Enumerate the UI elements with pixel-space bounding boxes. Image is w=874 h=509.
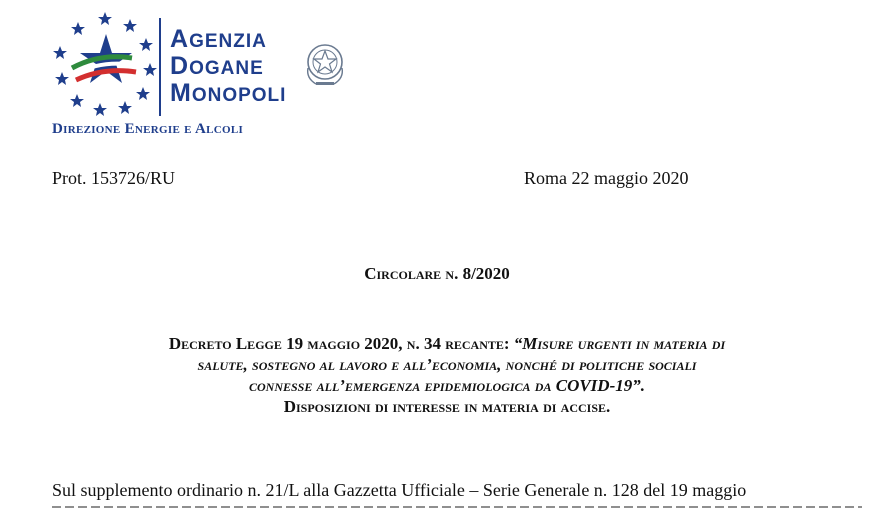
agency-line: MONOPOLI	[170, 79, 287, 107]
agency-line: AGENZIA	[170, 25, 267, 53]
logo-divider	[159, 18, 161, 116]
clipped-text-line	[52, 502, 862, 508]
agency-name	[170, 27, 286, 108]
title-line: Decreto Legge 19 maggio 2020, n. 34 recante: “Misure urgenti in materia di	[168, 334, 726, 353]
protocol-number: Prot. 153726/RU	[52, 168, 176, 188]
title-line: salute, sostegno al lavoro e all’economia, nonché di politiche sociali	[197, 355, 697, 374]
agency-line: DOGANE	[170, 52, 264, 80]
title-line: connesse all’emergenza epidemiologica da COVID-19”.	[249, 376, 645, 395]
document-date: Roma 22 maggio 2020	[524, 168, 689, 188]
circular-number: Circolare n. 8/2020	[364, 264, 510, 283]
department-name: Direzione Energie e Alcoli	[52, 121, 244, 137]
title-line: Disposizioni di interesse in materia di accise.	[283, 397, 611, 416]
body-paragraph: Sul supplemento ordinario n. 21/L alla Gazzetta Ufficiale – Serie Generale n. 128 del 19 maggio	[52, 480, 747, 500]
document-title	[40, 333, 854, 417]
agency-logo	[50, 8, 370, 118]
italian-emblem-icon	[302, 38, 348, 88]
stars-logo-icon	[50, 8, 160, 118]
